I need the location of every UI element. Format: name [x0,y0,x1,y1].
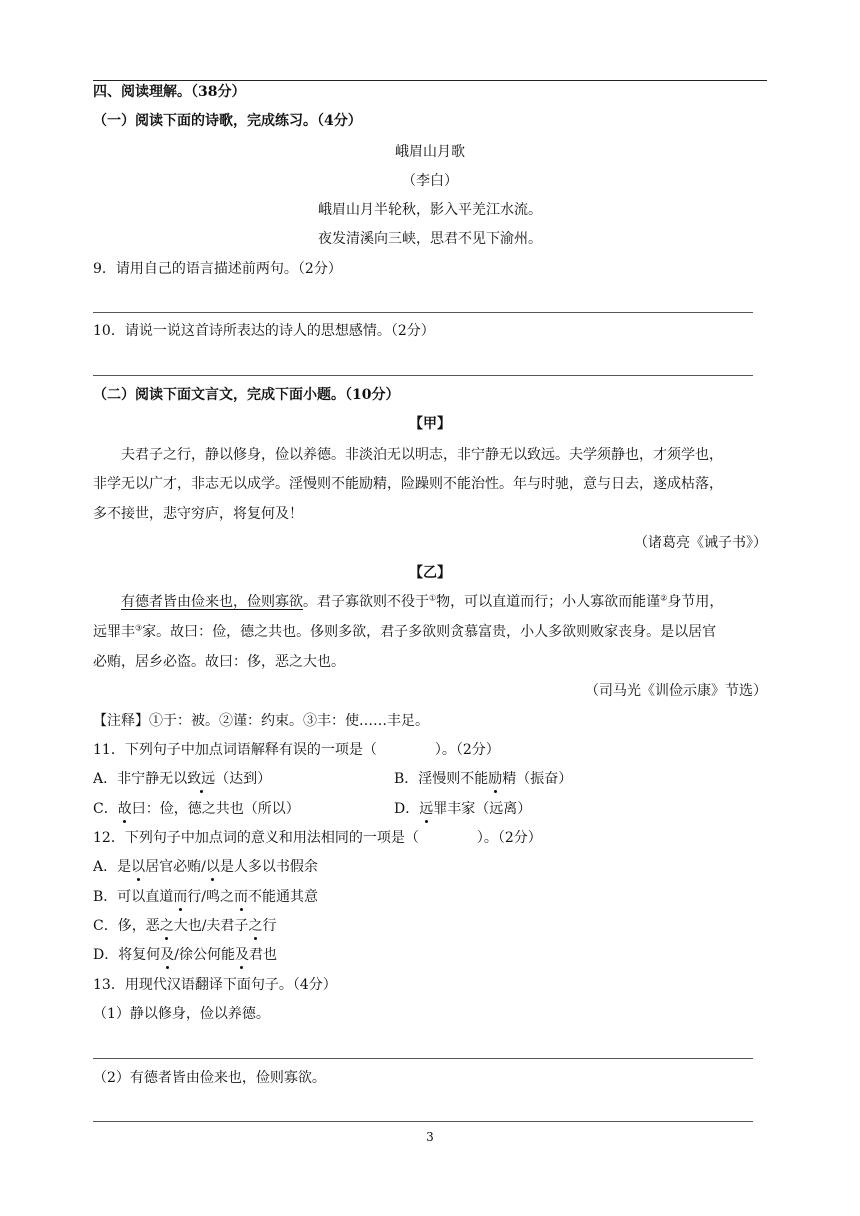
jia-line-3: 多不接世，悲守穷庐，将复何及！ [93,506,303,522]
page-number: 3 [426,1130,434,1144]
question-13: 13．用现代汉语翻译下面句子。（4分） [93,977,337,993]
poem-line-1: 峨眉山月半轮秋，影入平羌江水流。 [318,202,542,218]
q12-option-d[interactable]: D．将复何及/徐公何能及君也 [93,947,277,963]
q13-sentence-2: （2）有德者皆由俭来也，俭则寡欲。 [93,1070,326,1086]
underlined-sentence: 有德者皆由俭来也，俭则寡欲 [121,594,303,610]
q11-option-c[interactable]: C．故曰：俭，德之共也（所以） [93,801,300,817]
top-rule [93,80,767,81]
yi-line-2: 远罪丰③家。故曰：俭，德之共也。侈则多欲，君子多欲则贪慕富贵，小人多欲则败家丧身。是以居官 [93,623,717,640]
yi-line-1: 有德者皆由俭来也，俭则寡欲。君子寡欲则不役于①物，可以直道而行；小人寡欲而能谨②身节用， [121,593,724,610]
jia-line-2: 非学无以广才，非志无以成学。淫慢则不能励精，险躁则不能治性。年与时驰，意与日去，遂成枯落， [93,476,723,492]
note-marker-1: ① [429,593,437,603]
poem-author: （李白） [402,173,458,189]
poem-title: 峨眉山月歌 [395,144,465,160]
text-yi-label: 【乙】 [409,565,451,581]
question-9: 9．请用自己的语言描述前两句。（2分） [93,261,342,277]
q13-sentence-1: （1）静以修身，俭以养德。 [93,1006,270,1022]
answer-line-q13-1[interactable] [93,1058,753,1059]
q11-option-b[interactable]: B．淫慢则不能励精（振奋） [394,771,573,787]
question-10: 10．请说一说这首诗所表达的诗人的思想感情。（2分） [93,323,435,339]
yi-line-3: 必贿，居乡必盗。故曰：侈，恶之大也。 [93,654,345,670]
q12-option-c[interactable]: C．侈，恶之大也/夫君子之行 [93,918,277,934]
poem-line-2: 夜发清溪向三峡，思君不见下渝州。 [318,231,542,247]
question-12: 12．下列句子中加点词的意义和用法相同的一项是（ ）。（2分） [93,830,542,846]
section-title: 四、阅读理解。（38分） [93,84,246,100]
answer-line-q10[interactable] [93,375,753,376]
note-marker-3: ③ [135,623,143,633]
annotation-notes: 【注释】①于：被。②谨：约束。③丰：使……丰足。 [93,713,429,729]
q12-option-b[interactable]: B．可以直道而行/鸣之而不能通其意 [93,889,319,905]
jia-source: （诸葛亮《诫子书》） [634,535,767,551]
text-jia-label: 【甲】 [409,416,451,432]
answer-line-q13-2[interactable] [93,1121,753,1122]
note-marker-2: ② [660,593,668,603]
part2-heading: （二）阅读下面文言文，完成下面小题。（10分） [93,387,400,403]
yi-source: （司马光《训俭示康》节选） [585,683,767,699]
q11-option-d[interactable]: D．远罪丰家（远离） [394,801,532,817]
answer-line-q9[interactable] [93,312,753,313]
jia-line-1: 夫君子之行，静以修身，俭以养德。非淡泊无以明志，非宁静无以致远。夫学须静也，才须学也， [121,447,723,463]
part1-heading: （一）阅读下面的诗歌，完成练习。（4分） [93,113,362,129]
question-11: 11．下列句子中加点词语解释有误的一项是（ ）。（2分） [93,742,500,758]
q11-option-a[interactable]: A．非宁静无以致远（达到） [93,771,272,787]
q12-option-a[interactable]: A．是以居官必贿/以是人多以书假余 [93,859,318,875]
